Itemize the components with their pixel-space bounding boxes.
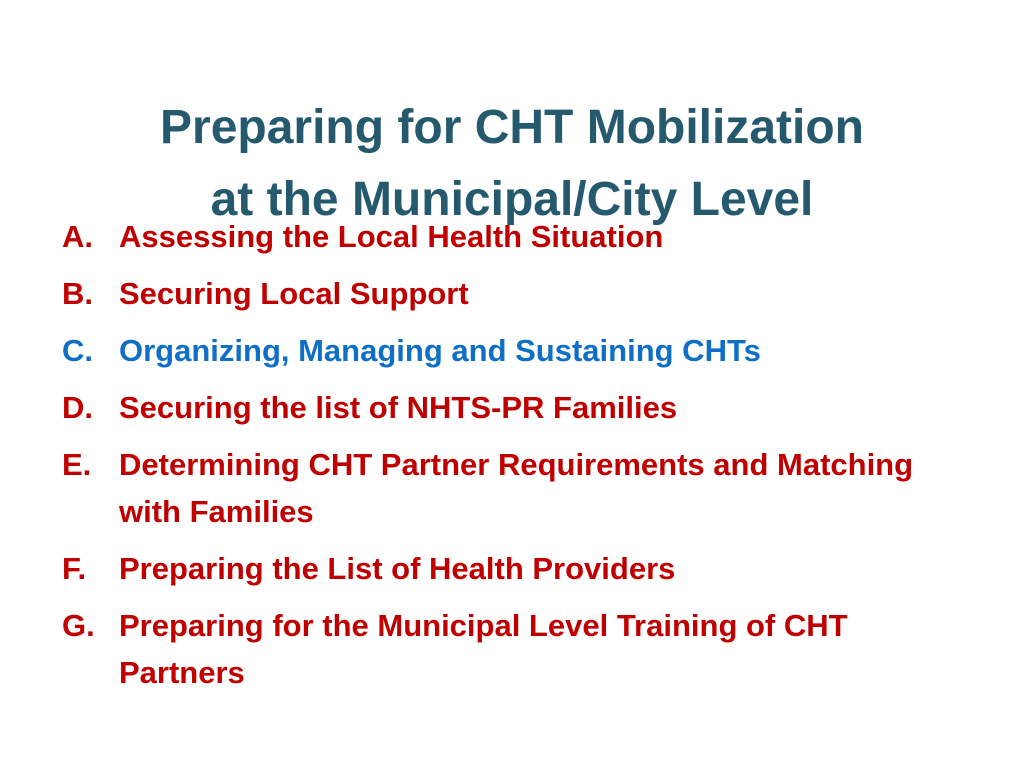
list-marker: F.	[62, 551, 87, 586]
agenda-item-text: Preparing the List of Health Providers	[119, 551, 676, 586]
list-marker: D.	[62, 390, 93, 425]
agenda-item-text: Organizing, Managing and Sustaining CHTs	[119, 333, 761, 368]
list-marker: A.	[62, 219, 93, 254]
list-marker: B.	[62, 276, 93, 311]
agenda-item-e	[62, 441, 962, 535]
agenda-item-d	[62, 384, 962, 431]
agenda-list	[62, 213, 962, 706]
agenda-item-a	[62, 213, 962, 260]
list-marker: G.	[62, 608, 95, 643]
agenda-item-text: Determining CHT Partner Requirements and Matching with Families	[119, 447, 914, 529]
agenda-item-text: Securing the list of NHTS-PR Families	[119, 390, 678, 425]
slide-title-line-2: at the Municipal/City Level	[210, 173, 814, 227]
agenda-item-c	[62, 327, 962, 374]
agenda-item-text: Preparing for the Municipal Level Training of CHT Partners	[119, 608, 848, 690]
agenda-item-f	[62, 545, 962, 592]
agenda-item-text: Securing Local Support	[119, 276, 469, 311]
agenda-item-g	[62, 602, 962, 696]
slide-title-line-1: Preparing for CHT Mobilization	[160, 101, 864, 155]
agenda-item-b	[62, 270, 962, 317]
list-marker: E.	[62, 447, 92, 482]
list-marker: C.	[62, 333, 93, 368]
agenda-item-text: Assessing the Local Health Situation	[119, 219, 664, 254]
